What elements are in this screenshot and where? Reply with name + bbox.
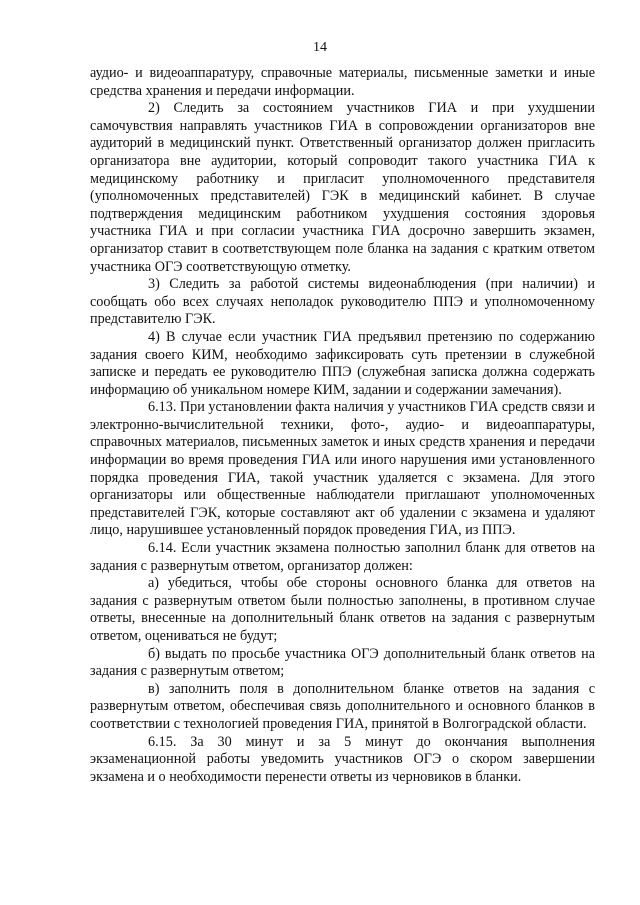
document-body bbox=[90, 65, 595, 786]
paragraph-section-6-15: 6.15. За 30 минут и за 5 минут до окончания выполнения экзаменационной работы уведомить участников ОГЭ о скором завершении экзамена и о необходимости перенести ответы из черновиков в бланки. bbox=[90, 733, 595, 785]
paragraph-section-6-14: 6.14. Если участник экзамена полностью заполнил бланк для ответов на задания с развернутым ответом, организатор должен: bbox=[90, 540, 595, 574]
paragraph-item-4: 4) В случае если участник ГИА предъявил претензию по содержанию задания своего КИМ, необходимо зафиксировать суть претензии в служебной записке и передать ее руководителю ППЭ (служебная записка должна содержать информацию об уникальном номере КИМ, задании и содержании замечания). bbox=[90, 328, 595, 398]
paragraph-continuation: аудио- и видеоаппаратуру, справочные материалы, письменные заметки и иные средства хранения и передачи информации. bbox=[90, 65, 595, 99]
paragraph-subitem-b: б) выдать по просьбе участника ОГЭ дополнительный бланк ответов на задания с развернутым ответом; bbox=[90, 645, 595, 680]
paragraph-subitem-a: а) убедиться, чтобы обе стороны основного бланка для ответов на задания с развернутым ответом были полностью заполнены, в противном случае ответы, внесенные на дополнительный бланк ответов на задания с развернутым ответом, оцениваться не будут; bbox=[90, 575, 595, 644]
paragraph-item-3: 3) Следить за работой системы видеонаблюдения (при наличии) и сообщать обо всех случаях неполадок руководителю ППЭ и уполномоченному представителю ГЭК. bbox=[90, 276, 595, 328]
paragraph-item-2: 2) Следить за состоянием участников ГИА и при ухудшении самочувствия направлять участников ГИА в сопровождении организаторов вне аудиторий в медицинский пункт. Ответственный организатор должен пригласить организатора вне аудитории, который сопроводит такого участника ГИА к медицинскому работнику и пригласит уполномоченного представителя (уполномоченных представителей) ГЭК в медицинский кабинет. В случае подтверждения медицинским работником ухудшения состояния здоровья участника ГИА и при согласии участника ГИА досрочно завершить экзамен, организатор ставит в соответствующем поле бланка на задания с кратким ответом участника ОГЭ соответствующую отметку. bbox=[90, 100, 595, 275]
page-number: 14 bbox=[313, 40, 327, 55]
paragraph-subitem-v: в) заполнить поля в дополнительном бланке ответов на задания с развернутым ответом, обеспечивая связь дополнительного и основного бланков в соответствии с технологией проведения ГИА, принятой в Волгоградской области. bbox=[90, 680, 595, 732]
paragraph-section-6-13: 6.13. При установлении факта наличия у участников ГИА средств связи и электронно-вычислительной техники, фото-, аудио- и видеоаппаратуры, справочных материалов, письменных заметок и иных средств хранения и передачи информации во время проведения ГИА или иного нарушения ими установленного порядка проведения ГИА, такой участник удаляется с экзамена. Для этого организаторы или общественные наблюдатели приглашают уполномоченных представителей ГЭК, которые составляют акт об удалении с экзамена и удаляют лицо, нарушившее установленный порядок проведения ГИА, из ППЭ. bbox=[90, 399, 595, 539]
